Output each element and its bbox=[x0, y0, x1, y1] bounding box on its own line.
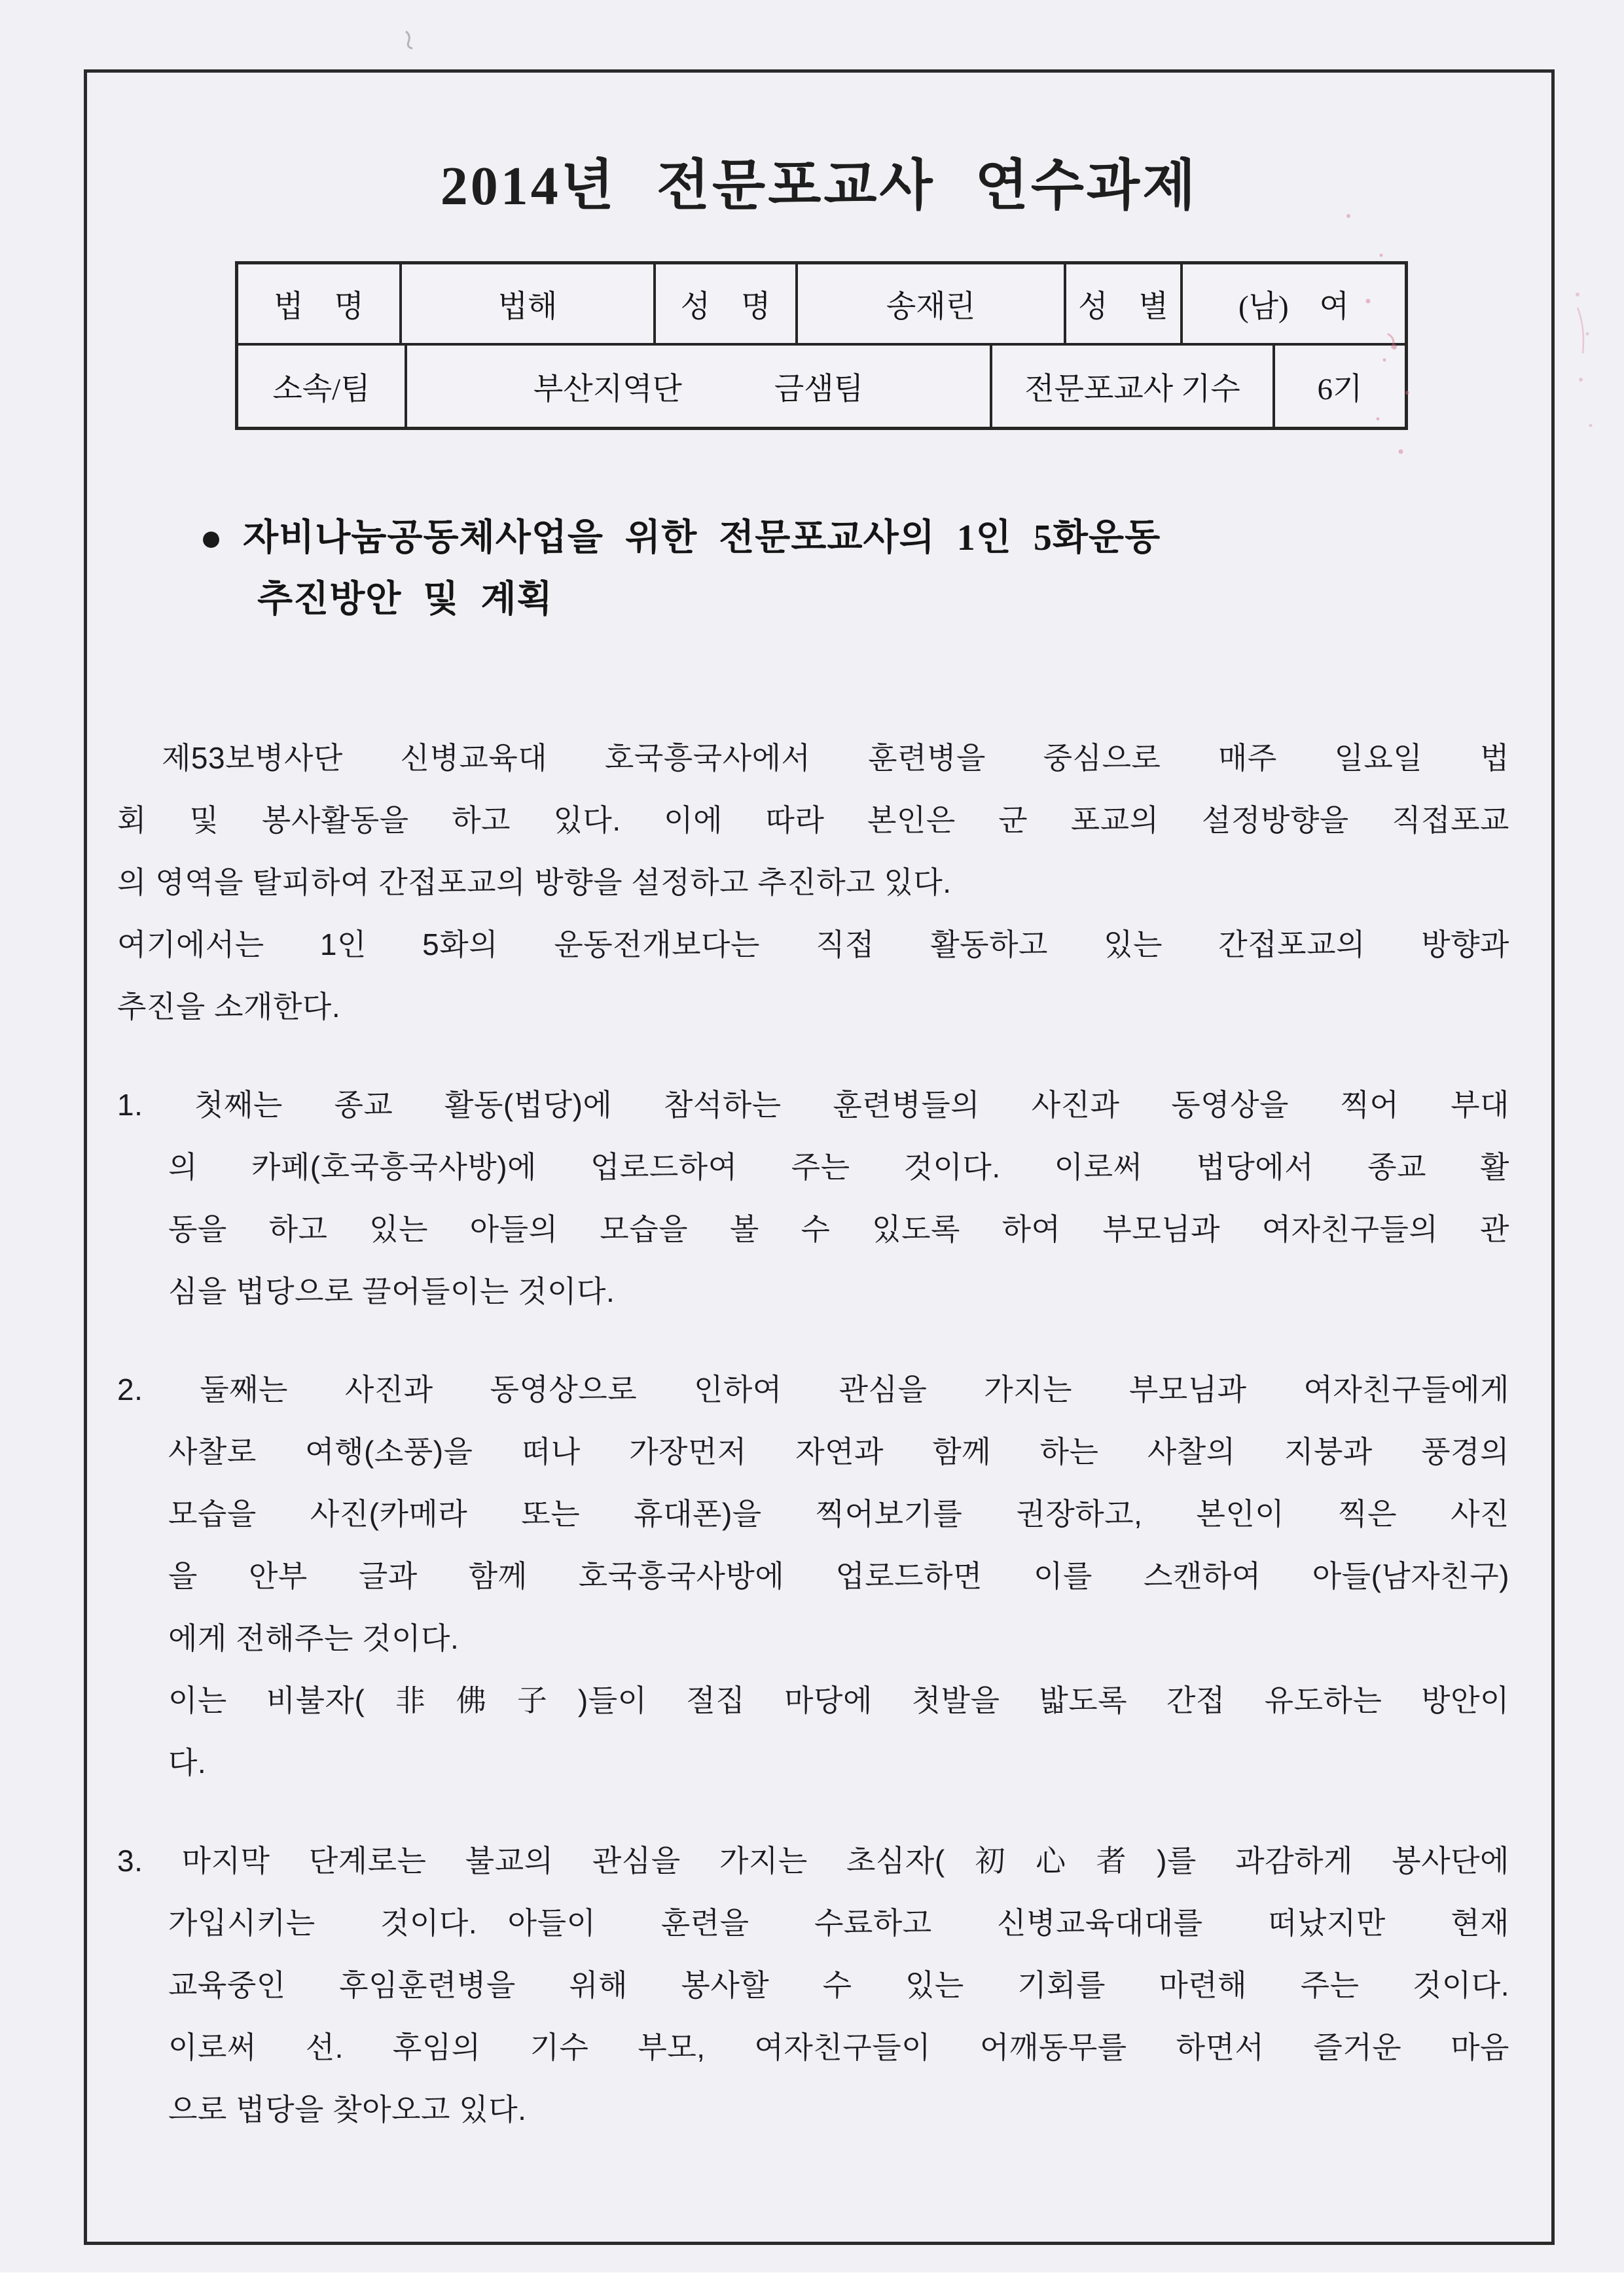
table-cell-team-value: 부산지역단 금샘팀 bbox=[407, 346, 992, 427]
text-line: 교육중인 후임훈련병을 위해 봉사할 수 있는 기회를 마련해 주는 것이다. bbox=[168, 1968, 1509, 2002]
table-cell-name-value: 송재린 bbox=[798, 264, 1066, 346]
text-line: 사찰로 여행(소풍)을 떠나 가장먼저 자연과 함께 하는 사찰의 지붕과 풍경의 bbox=[168, 1435, 1509, 1469]
text-line: 이는 비불자(非佛子)들이 절집 마당에 첫발을 밟도록 간접 유도하는 방안이 bbox=[168, 1683, 1509, 1717]
text-line: 으로 법당을 찾아오고 있다. bbox=[168, 2092, 527, 2126]
table-cell-name-label: 성 명 bbox=[656, 264, 798, 346]
table-cell-cohort-label: 전문포교사 기수 bbox=[992, 346, 1275, 427]
text-line: 동을 하고 있는 아들의 모습을 볼 수 있도록 하여 부모님과 여자친구들의 관 bbox=[168, 1212, 1509, 1246]
numbered-paragraph-3 bbox=[117, 1830, 1509, 2141]
text-line: 회 및 봉사활동을 하고 있다. 이에 따라 본인은 군 포교의 설정방향을 직접포교 bbox=[117, 803, 1509, 837]
numbered-paragraph-1 bbox=[117, 1074, 1509, 1323]
document-body bbox=[87, 727, 1551, 2141]
info-table bbox=[235, 261, 1408, 430]
text-line: 제53보병사단 신병교육대 호국흥국사에서 훈련병을 중심으로 매주 일요일 법 bbox=[162, 741, 1509, 775]
numbered-paragraph-2 bbox=[117, 1359, 1509, 1794]
heading-line-1: 자비나눔공동체사업을 위한 전문포교사의 1인 5화운동 bbox=[243, 518, 1161, 558]
table-row bbox=[238, 264, 1405, 346]
text-line: 이로써 선. 후임의 기수 부모, 여자친구들이 어깨동무를 하면서 즐거운 마음 bbox=[168, 2030, 1509, 2064]
text-line: 다. bbox=[168, 1746, 207, 1780]
table-row bbox=[238, 346, 1405, 427]
text-line: 심을 법당으로 끌어들이는 것이다. bbox=[168, 1274, 615, 1308]
text-line: 3. 마지막 단계로는 불교의 관심을 가지는 초심자(初心者)를 과감하게 봉사단에 bbox=[117, 1844, 1509, 1878]
table-cell-team-label: 소속/팀 bbox=[238, 346, 407, 427]
text-line: 2. 둘째는 사진과 동영상으로 인하여 관심을 가지는 부모님과 여자친구들에게 bbox=[117, 1372, 1509, 1407]
table-cell-gender-value: (남) 여 bbox=[1183, 264, 1405, 346]
table-cell-gender-label: 성 별 bbox=[1066, 264, 1183, 346]
section-heading bbox=[200, 507, 1512, 630]
page-title: 2014년 전문포교사 연수과제 bbox=[440, 156, 1199, 217]
document-border bbox=[84, 69, 1555, 2245]
table-cell-cohort-value: 6기 bbox=[1317, 372, 1363, 406]
text-line: 가입시키는 것이다. 아들이 훈련을 수료하고 신병교육대대를 떠났지만 현재 bbox=[168, 1906, 1509, 1940]
table-cell-dharma-name-value: 법해 bbox=[402, 264, 656, 346]
text-line: 1. 첫째는 종교 활동(법당)에 참석하는 훈련병들의 사진과 동영상을 찍어 부대 bbox=[117, 1088, 1509, 1122]
scan-speck bbox=[399, 26, 425, 52]
text-line: 모습을 사진(카메라 또는 휴대폰)을 찍어보기를 권장하고, 본인이 찍은 사진 bbox=[168, 1497, 1509, 1531]
text-line: 의 영역을 탈피하여 간접포교의 방향을 설정하고 추진하고 있다. bbox=[117, 865, 952, 899]
intro-paragraph bbox=[117, 727, 1509, 1038]
text-line: 의 카페(호국흥국사방)에 업로드하여 주는 것이다. 이로써 법당에서 종교 활 bbox=[168, 1150, 1509, 1184]
text-line: 여기에서는 1인 5화의 운동전개보다는 직접 활동하고 있는 간접포교의 방향과 bbox=[117, 927, 1509, 961]
scan-speck-cluster bbox=[1558, 281, 1617, 452]
bullet-icon: ● bbox=[200, 516, 224, 559]
text-line: 추진을 소개한다. bbox=[117, 990, 341, 1024]
heading-line-2: 추진방안 및 계획 bbox=[257, 579, 553, 620]
text-line: 에게 전해주는 것이다. bbox=[168, 1621, 460, 1655]
table-cell-dharma-name-label: 법 명 bbox=[238, 264, 402, 346]
text-line: 을 안부 글과 함께 호국흥국사방에 업로드하면 이를 스캔하여 아들(남자친구) bbox=[168, 1559, 1509, 1593]
